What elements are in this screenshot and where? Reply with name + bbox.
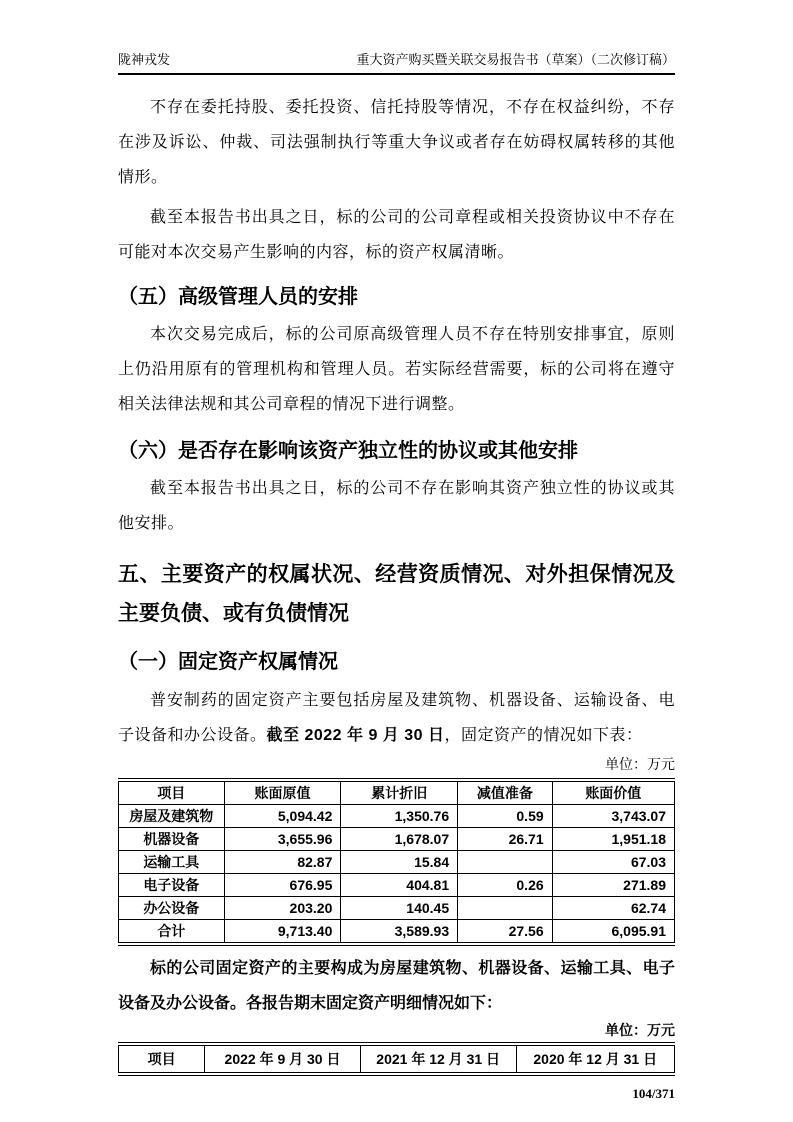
paragraph-fixed-assets-intro <box>118 683 675 753</box>
table-cell-value: 140.45 <box>341 897 458 920</box>
table-header-row <box>119 780 675 805</box>
table-header-row <box>119 1044 675 1074</box>
table-cell-value: 676.95 <box>224 874 341 897</box>
table-header-cell: 累计折旧 <box>341 780 458 805</box>
table-header-cell: 账面原值 <box>224 780 341 805</box>
fixed-assets-intro-pre: 普安制药的固定资产主要包括房屋及建筑物、机器设备、运输设备、电子设备和办公设备。 <box>118 692 675 744</box>
table-row <box>119 897 675 920</box>
paragraph-articles-of-association: 截至本报告书出具之日，标的公司的公司章程或相关投资协议中不存在可能对本次交易产生影响的内容，标的资产权属清晰。 <box>118 209 675 261</box>
heading-fixed-assets-ownership: （一）固定资产权属情况 <box>118 651 338 673</box>
table-cell-value: 15.84 <box>341 851 458 874</box>
table-cell-item: 房屋及建筑物 <box>119 805 225 828</box>
table-cell-item: 合计 <box>119 920 225 945</box>
table-cell-value: 3,655.96 <box>224 828 341 851</box>
table-cell-value <box>458 897 553 920</box>
table-row-total <box>119 920 675 945</box>
table-row <box>119 805 675 828</box>
table-cell-value: 3,743.07 <box>552 805 674 828</box>
section-5-title: 五、主要资产的权属状况、经营资质情况、对外担保情况及主要负债、或有负债情况 <box>118 563 675 625</box>
table-cell-value: 404.81 <box>341 874 458 897</box>
table-header-cell: 2022 年 9 月 30 日 <box>205 1044 361 1074</box>
paragraph-entrust-shareholding: 不存在委托持股、委托投资、信托持股等情况，不存在权益纠纷，不存在涉及诉讼、仲裁、司法强制执行等重大争议或者存在妨碍权属转移的其他情形。 <box>118 99 675 186</box>
table-cell-value: 0.59 <box>458 805 553 828</box>
table-cell-value: 26.71 <box>458 828 553 851</box>
table-cell-value: 203.20 <box>224 897 341 920</box>
table-cell-value: 9,713.40 <box>224 920 341 945</box>
table-header-cell: 2020 年 12 月 31 日 <box>516 1044 674 1074</box>
table-cell-item: 运输工具 <box>119 851 225 874</box>
table-cell-value: 6,095.91 <box>552 920 674 945</box>
table-header-cell: 减值准备 <box>458 780 553 805</box>
fixed-assets-detail-table <box>118 1042 675 1076</box>
table-cell-item: 机器设备 <box>119 828 225 851</box>
heading-senior-management-arrangement: （五）高级管理人员的安排 <box>118 286 358 308</box>
fixed-assets-intro-date: 截至 2022 年 9 月 30 日 <box>266 727 445 744</box>
table-row <box>119 828 675 851</box>
header-company-name: 陇神戎发 <box>118 52 171 67</box>
running-header <box>118 52 675 75</box>
table-cell-value <box>458 851 553 874</box>
table-cell-item: 电子设备 <box>119 874 225 897</box>
table-cell-value: 82.87 <box>224 851 341 874</box>
table1-unit-label: 单位：万元 <box>605 758 675 773</box>
paragraph-management-arrangement: 本次交易完成后，标的公司原高级管理人员不存在特别安排事宜，原则上仍沿用原有的管理机构和管理人员。若实际经营需要，标的公司将在遵守相关法律法规和其公司章程的情况下进行调整。 <box>118 326 675 413</box>
table-header-cell: 项目 <box>119 1044 205 1074</box>
table-row <box>119 851 675 874</box>
table-cell-value: 271.89 <box>552 874 674 897</box>
table-header-cell: 账面价值 <box>552 780 674 805</box>
table-cell-value: 27.56 <box>458 920 553 945</box>
heading-asset-independence: （六）是否存在影响该资产独立性的协议或其他安排 <box>118 440 578 462</box>
table-cell-value: 5,094.42 <box>224 805 341 828</box>
table-cell-value: 62.74 <box>552 897 674 920</box>
table-cell-value: 1,951.18 <box>552 828 674 851</box>
fixed-assets-summary-table <box>118 778 675 946</box>
table-cell-value: 0.26 <box>458 874 553 897</box>
table-header-cell: 项目 <box>119 780 225 805</box>
table-cell-value: 1,350.76 <box>341 805 458 828</box>
table-cell-value: 67.03 <box>552 851 674 874</box>
table2-unit-label: 单位：万元 <box>605 1022 675 1038</box>
table-header-cell: 2021 年 12 月 31 日 <box>360 1044 516 1074</box>
page-number: 104/371 <box>632 1086 675 1101</box>
table-row <box>119 874 675 897</box>
table-cell-value: 3,589.93 <box>341 920 458 945</box>
table-cell-value: 1,678.07 <box>341 828 458 851</box>
header-document-title: 重大资产购买暨关联交易报告书（草案）（二次修订稿） <box>356 52 675 67</box>
table-cell-item: 办公设备 <box>119 897 225 920</box>
paragraph-asset-independence: 截至本报告书出具之日，标的公司不存在影响其资产独立性的协议或其他安排。 <box>118 480 675 532</box>
paragraph-fixed-assets-composition: 标的公司固定资产的主要构成为房屋建筑物、机器设备、运输工具、电子设备及办公设备。各报告期末固定资产明细情况如下： <box>118 960 675 1012</box>
fixed-assets-intro-post: ，固定资产的情况如下表： <box>444 727 643 744</box>
